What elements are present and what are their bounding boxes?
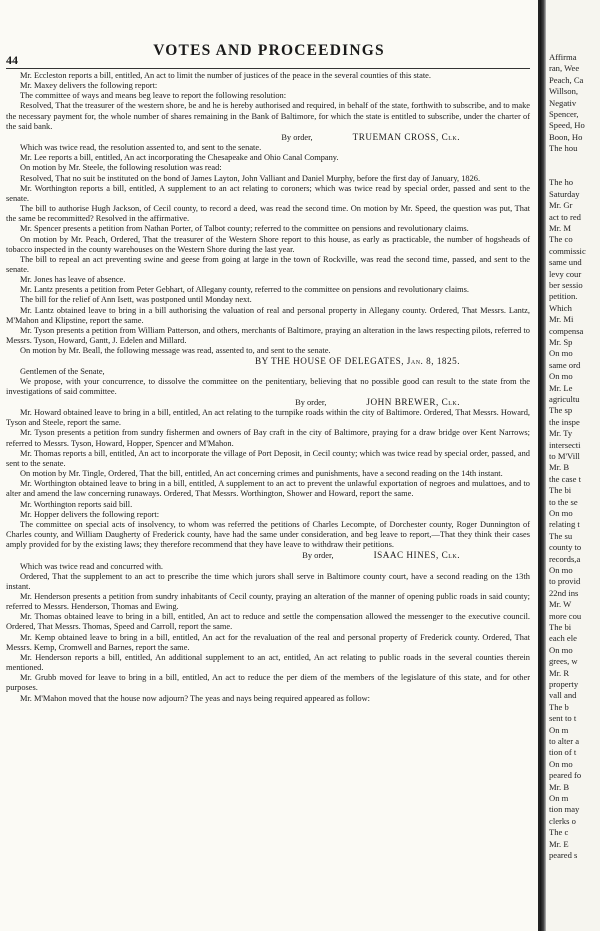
proceeding-paragraph: Ordered, That the supplement to an act to prescribe the time which jurors shall serve in Baltimore county court, have a second reading on the 13th instant. (6, 571, 530, 591)
adjacent-line-fragment: The ho (549, 177, 574, 188)
adjacent-line-fragment: Speed, Ho (549, 120, 585, 131)
proceeding-paragraph: Mr. Maxey delivers the following report: (20, 81, 158, 91)
adjacent-line-fragment: Mr. M (549, 223, 571, 233)
proceeding-paragraph: We propose, with your concurrence, to dissolve the committee on the penitentiary, believing that no possible good can result to the state from the investigations of said committee. (6, 376, 530, 396)
proceeding-paragraph: Mr. Thomas obtained leave to bring in a bill, entitled, An act to reduce and settle the compensation allowed the messenger to the executive council. Ordered, That Messrs. Thomas, Speed and Carroll, report the same. (6, 612, 530, 632)
proceeding-paragraph: Mr. Spencer presents a petition from Nathan Porter, of Talbot county; referred to the committee on pensions and revolutionary claims. (20, 224, 469, 234)
adjacent-line-fragment: county to (549, 542, 582, 553)
proceeding-paragraph: Mr. M'Mahon moved that the house now adjourn? The yeas and nays being required appeared as follow: (20, 693, 370, 703)
adjacent-line-fragment: petition. (549, 291, 578, 302)
adjacent-line-fragment: Saturday (549, 188, 580, 199)
adjacent-line-fragment: levy cour (549, 268, 582, 279)
adjacent-line-fragment: Mr. B (549, 462, 570, 473)
adjacent-line-fragment: same ord (549, 359, 581, 370)
adjacent-line-fragment: On mo (549, 508, 573, 518)
adjacent-line-fragment: the case t (549, 473, 581, 484)
proceeding-paragraph: Mr. Tyson presents a petition from sundry fishermen and owners of Bay craft in the city of Baltimore, praying for a draw bridge over Kent Narrows; referred to Messrs. Tyson, Howard, Hopper, Spencer and M'Mahon. (6, 428, 530, 448)
clerk-name: ISAAC HINES, Clk. (373, 550, 460, 561)
adjacent-line-fragment: On mo (549, 348, 573, 359)
adjacent-line-fragment: commissic (549, 245, 586, 256)
adjacent-line-fragment: ber sessio (549, 280, 583, 290)
adjacent-line-fragment: more cou (549, 610, 582, 621)
clerk-signature (6, 550, 530, 561)
adjacent-line-fragment: Boon, Ho (549, 131, 583, 142)
adjacent-line-fragment: The hou (549, 143, 578, 154)
proceeding-paragraph: Mr. Hopper delivers the following report: (20, 509, 160, 519)
adjacent-line-fragment: 22nd ins (549, 587, 579, 598)
adjacent-line-fragment: Mr. Mi (549, 314, 574, 325)
proceeding-paragraph: Resolved, That the treasurer of the western shore, be and he is hereby authorised and required, in behalf of the state, forthwith to subscribe, and to make the necessary payment for, the whole number of shares remaining in the Bank of Baltimore, for which the state is entitled to subscribe, under the charter of the said bank. (6, 101, 530, 131)
adjacent-line-fragment: peared s (549, 850, 578, 860)
adjacent-line-fragment: vall and (549, 690, 577, 701)
adjacent-line-fragment: grees, w (549, 656, 578, 667)
adjacent-line-fragment: Spencer, (549, 109, 579, 119)
proceeding-paragraph: Mr. Worthington obtained leave to bring in a bill, entitled, A supplement to an act to prevent the unlawful exportation of negroes and mulattoes, and to alter and amend the law concerning runaways. Ordered, That Messrs. Worthington, Shower and Howard, report the same. (6, 479, 530, 499)
page-body (6, 71, 530, 704)
adjacent-line-fragment: to provid (549, 576, 581, 587)
proceeding-paragraph: Mr. Lantz obtained leave to bring in a bill authorising the valuation of real and personal property in Allegany county. Ordered, That Messrs. Lantz, M'Mahon and Klipstine, report the same. (6, 305, 530, 325)
adjacent-line-fragment: peared fo (549, 770, 582, 781)
adjacent-line-fragment: Negativ (549, 97, 577, 108)
clerk-name: TRUEMAN CROSS, Clk. (352, 131, 460, 142)
adjacent-line-fragment: compensa (549, 325, 584, 336)
adjacent-line-fragment: ran, Wee (549, 63, 580, 74)
adjacent-line-fragment: clerks o (549, 815, 576, 826)
adjacent-line-fragment: records,a (549, 553, 581, 564)
adjacent-line-fragment: same und (549, 257, 582, 268)
page-title: VOTES AND PROCEEDINGS (153, 42, 385, 59)
adjacent-line-fragment: Willson, (549, 86, 579, 97)
dateline: BY THE HOUSE OF DELEGATES, Jan. 8, 1825. (254, 356, 460, 367)
clerk-name: JOHN BREWER, Clk. (366, 397, 460, 407)
proceeding-paragraph: Mr. Eccleston reports a bill, entitled, An act to limit the number of justices of the peace in the several counties of this state. (20, 71, 431, 80)
proceeding-paragraph: On motion by Mr. Steele, the following resolution was read: (20, 163, 222, 173)
adjacent-line-fragment: act to red (549, 211, 581, 222)
by-order-label: By order, (281, 132, 313, 142)
adjacent-line-fragment: The b (549, 701, 569, 712)
adjacent-line-fragment: tion may (549, 804, 580, 815)
adjacent-line-fragment: Mr. W (549, 599, 572, 610)
adjacent-line-fragment: each ele (549, 633, 577, 644)
clerk-signature (6, 397, 530, 408)
proceeding-paragraph: On motion by Mr. Beall, the following message was read, assented to, and sent to the senate. (20, 346, 331, 356)
proceeding-paragraph: Mr. Howard obtained leave to bring in a bill, entitled, An act relating to the turnpike roads within the city of Baltimore. Ordered, That Messrs. Howard, Tyson and Steele, report the same. (6, 408, 530, 428)
adjacent-line-fragment: The sp (549, 405, 573, 416)
adjacent-line-fragment: On m (549, 724, 569, 735)
proceeding-paragraph: The committee on special acts of insolvency, to whom was referred the petitions of Charles Lecompte, of Dorchester county, Roger Dunnington of Charles county, and William Daugherty of Frederick county, have had the same under consideration, and beg leave to report,—That they think their cases amply provided for by the existing laws; they therefore recommend that they have leave to withdraw their petitions. (6, 519, 530, 550)
adjacent-line-fragment: the inspe (549, 416, 580, 427)
proceeding-paragraph: Gentlemen of the Senate, (20, 366, 105, 376)
proceeding-paragraph: Mr. Jones has leave of absence. (20, 275, 126, 285)
adjacent-line-fragment: to the se (549, 496, 578, 507)
adjacent-line-fragment: intersecti (549, 439, 581, 450)
adjacent-line-fragment: sent to t (549, 713, 577, 724)
adjacent-line-fragment: On mo (549, 644, 573, 655)
adjacent-line-fragment: On m (549, 793, 569, 803)
adjacent-line-fragment: tion of t (549, 747, 577, 758)
proceeding-paragraph: The bill for the relief of Ann Isett, was postponed until Monday next. (20, 295, 252, 305)
adjacent-line-fragment: The c (549, 827, 569, 838)
proceeding-paragraph: Which was twice read and concurred with. (20, 561, 164, 571)
proceeding-paragraph: The committee of ways and means beg leave to report the following resolution: (20, 91, 287, 101)
adjacent-line-fragment: Mr. Ty (549, 428, 573, 439)
proceeding-paragraph: Mr. Henderson presents a petition from sundry inhabitants of Cecil county, praying an alteration of the manner of opening public roads in said county; referred to Messrs. Henderson, Thomas and Ewing. (6, 591, 530, 612)
adjacent-line-fragment: Mr. R (549, 667, 570, 678)
adjacent-line-fragment: Mr. E (549, 838, 569, 849)
proceeding-paragraph: Mr. Kemp obtained leave to bring in a bill, entitled, An act for the revaluation of the real and personal property of Frederick county. Ordered, That Messrs. Kemp, Cromwell and Barnes, report the same. (6, 632, 530, 652)
proceeding-paragraph: On motion by Mr. Tingle, Ordered, That the bill, entitled, An act concerning crimes and punishments, have a second reading on the 14th instant. (20, 469, 503, 479)
adjacent-line-fragment: Mr. Le (549, 382, 573, 393)
adjacent-line-fragment: agricultu (549, 394, 580, 404)
adjacent-line-fragment: Affirma (549, 52, 577, 62)
adjacent-line-fragment: The bi (549, 622, 572, 632)
proceeding-paragraph: Which was twice read, the resolution assented to, and sent to the senate. (20, 143, 262, 153)
adjacent-line-fragment: On mo (549, 565, 573, 575)
by-order-label: By order, (295, 398, 327, 407)
adjacent-line-fragment: property (549, 679, 579, 689)
adjacent-line-fragment: to M'Vill (549, 451, 580, 461)
proceeding-paragraph: The bill to authorise Hugh Jackson, of Cecil county, to record a deed, was read the second time. On motion by Mr. Speed, the question was put, That the same be recommitted? Resolved in the affirmative. (6, 204, 530, 224)
proceeding-paragraph: Resolved, That no suit be instituted on the bond of James Layton, John Valliant and Daniel Murphy, before the first day of January, 1826. (20, 173, 481, 183)
adjacent-line-fragment: On mo (549, 758, 573, 769)
proceeding-paragraph: On motion by Mr. Peach, Ordered, That the treasurer of the Western Shore report to this house, as early as practicable, the number of hogsheads of tobacco inspected in the county warehouses on the Western Shore during the last year. (6, 234, 530, 254)
proceeding-paragraph: Mr. Worthington reports a bill, entitled, A supplement to an act relating to coroners; which was twice read by special order, passed and sent to the senate. (6, 183, 530, 203)
proceeding-paragraph: Mr. Lantz presents a petition from Peter Gebhart, of Allegany county, referred to the committee on pensions and revolutionary claims. (20, 285, 470, 295)
adjacent-line-fragment: Mr. B (549, 781, 570, 792)
adjacent-line-fragment: Mr. Gr (549, 200, 573, 211)
adjacent-line-fragment: The co (549, 234, 573, 245)
page-number: 44 (6, 53, 18, 67)
header-rule (6, 68, 530, 69)
adjacent-line-fragment: The bi (549, 485, 572, 496)
adjacent-line-fragment: Which (549, 302, 572, 313)
proceeding-paragraph: Mr. Worthington reports said bill. (20, 499, 133, 509)
adjacent-line-fragment: On mo (549, 371, 573, 382)
adjacent-page-fragment (546, 0, 600, 931)
proceeding-paragraph: The bill to repeal an act preventing swine and geese from going at large in the town of Rockville, was read the second time, passed, and sent to the senate. (6, 254, 530, 274)
proceeding-paragraph: Mr. Grubb moved for leave to bring in a bill, entitled, An act to reduce the per diem of the members of the legislature of this state, and for other purposes. (6, 673, 530, 693)
adjacent-line-fragment: Peach, Ca (549, 74, 584, 85)
adjacent-line-fragment: relating t (549, 519, 580, 530)
adjacent-line-fragment: The su (549, 530, 573, 541)
proceeding-paragraph: Mr. Thomas reports a bill, entitled, An act to incorporate the village of Port Deposit, in Cecil county; which was twice read by special order, passed, and sent to the senate. (6, 448, 530, 468)
adjacent-line-fragment: Mr. Sp (549, 337, 573, 347)
adjacent-line-fragment: to alter a (549, 736, 580, 746)
proceeding-paragraph: Mr. Tyson presents a petition from William Patterson, and others, merchants of Baltimore, praying an alteration in the laws respecting pilots, referred to Messrs. Tyson, Howard, Gantt, J. Edelen and Millard. (6, 325, 530, 346)
clerk-signature (6, 132, 530, 143)
proceeding-paragraph: Mr. Henderson reports a bill, entitled, An additional supplement to an act, entitled, An act relating to public roads in the several counties therein mentioned. (6, 652, 530, 673)
by-order-label: By order, (302, 551, 334, 561)
proceeding-paragraph: Mr. Lee reports a bill, entitled, An act incorporating the Chesapeake and Ohio Canal Company. (20, 153, 339, 163)
